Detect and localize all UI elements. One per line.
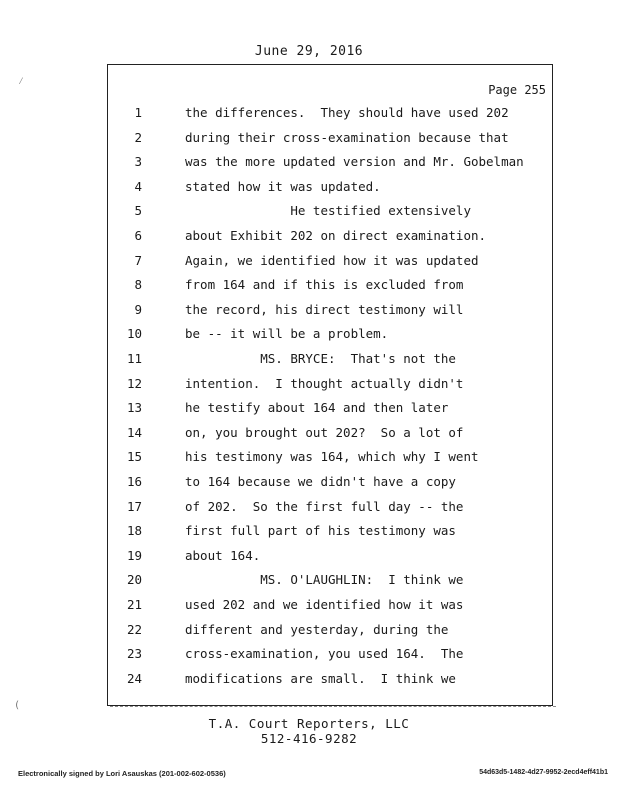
- header-date: June 29, 2016: [254, 44, 364, 59]
- transcript-line: [108, 421, 554, 445]
- line-text: the record, his direct testimony will: [185, 301, 464, 317]
- line-text: about 164.: [185, 547, 261, 563]
- transcript-line: [108, 126, 554, 150]
- line-text: his testimony was 164, which why I went: [185, 449, 479, 465]
- transcript-line: [108, 273, 554, 297]
- line-text: different and yesterday, during the: [185, 621, 449, 637]
- line-text: first full part of his testimony was: [185, 523, 456, 539]
- footer-company: T.A. Court Reporters, LLC: [208, 716, 410, 731]
- transcript-page-frame: [107, 64, 553, 706]
- transcript-line: [108, 249, 554, 273]
- transcript-line: [108, 322, 554, 346]
- footer-phone: 512-416-9282: [260, 731, 358, 746]
- line-number: 24: [126, 670, 142, 686]
- line-number: 11: [126, 351, 142, 366]
- transcript-line: [108, 175, 554, 199]
- line-number: 4: [134, 178, 142, 194]
- line-text: of 202. So the first full day -- the: [185, 498, 464, 514]
- line-text: cross-examination, you used 164. The: [185, 646, 464, 662]
- frame-shadow-divider: [110, 706, 556, 710]
- line-number: 19: [126, 547, 142, 563]
- line-number: 17: [126, 498, 142, 514]
- electronic-signature-note: Electronically signed by Lori Asauskas (201-002-602-0536): [18, 769, 226, 778]
- line-number: 6: [134, 228, 142, 243]
- transcript-line: [108, 568, 554, 592]
- line-text: Again, we identified how it was updated: [185, 252, 479, 268]
- line-number: 18: [126, 523, 142, 539]
- transcript-line: [108, 495, 554, 519]
- transcript-line: [108, 445, 554, 469]
- line-number: 2: [134, 129, 142, 145]
- line-number: 1: [134, 105, 142, 120]
- line-number: 12: [126, 375, 142, 391]
- transcript-line: [108, 150, 554, 174]
- line-number: 14: [126, 424, 142, 440]
- line-number: 8: [134, 277, 142, 293]
- transcript-line: [108, 519, 554, 543]
- line-text: modifications are small. I think we: [185, 670, 456, 686]
- line-text: from 164 and if this is excluded from: [185, 277, 464, 293]
- transcript-line: [108, 618, 554, 642]
- line-text: MS. O'LAUGHLIN: I think we: [185, 572, 464, 588]
- line-text: on, you brought out 202? So a lot of: [185, 424, 464, 440]
- line-number: 20: [126, 572, 142, 588]
- transcript-line: [108, 372, 554, 396]
- line-number: 15: [126, 449, 142, 465]
- line-number: 5: [134, 203, 142, 219]
- scan-mark-bottom-left: (: [14, 700, 21, 711]
- transcript-line: [108, 199, 554, 223]
- line-number: 13: [126, 400, 142, 416]
- line-number: 16: [126, 474, 142, 489]
- line-text: used 202 and we identified how it was: [185, 597, 464, 612]
- line-text: stated how it was updated.: [185, 178, 381, 194]
- line-number: 3: [134, 154, 142, 170]
- line-text: MS. BRYCE: That's not the: [185, 351, 456, 366]
- transcript-line: [108, 667, 554, 691]
- transcript-line: [108, 347, 554, 371]
- transcript-line: [108, 101, 554, 125]
- scan-mark-top-left: ⁄: [18, 76, 25, 87]
- transcript-line: [108, 298, 554, 322]
- page-number-label: Page 255: [488, 83, 546, 97]
- line-number: 9: [134, 301, 142, 317]
- line-text: during their cross-examination because that: [185, 129, 509, 145]
- line-text: to 164 because we didn't have a copy: [185, 474, 456, 489]
- line-text: the differences. They should have used 202: [185, 105, 509, 120]
- line-number: 22: [126, 621, 142, 637]
- line-number: 23: [126, 646, 142, 662]
- document-hash-id: 54d63d5-1482-4d27-9952-2ecd4eff41b1: [479, 769, 608, 776]
- line-text: He testified extensively: [185, 203, 471, 219]
- line-number: 10: [126, 326, 142, 342]
- line-text: was the more updated version and Mr. Gobelman: [185, 154, 524, 170]
- transcript-line: [108, 470, 554, 494]
- line-number: 7: [134, 252, 142, 268]
- line-number: 21: [126, 597, 142, 612]
- transcript-line: [108, 544, 554, 568]
- line-text: he testify about 164 and then later: [185, 400, 449, 416]
- line-text: about Exhibit 202 on direct examination.: [185, 228, 487, 243]
- transcript-line: [108, 224, 554, 248]
- transcript-line: [108, 642, 554, 666]
- transcript-line: [108, 396, 554, 420]
- line-text: intention. I thought actually didn't: [185, 375, 464, 391]
- line-text: be -- it will be a problem.: [185, 326, 389, 342]
- transcript-line: [108, 593, 554, 617]
